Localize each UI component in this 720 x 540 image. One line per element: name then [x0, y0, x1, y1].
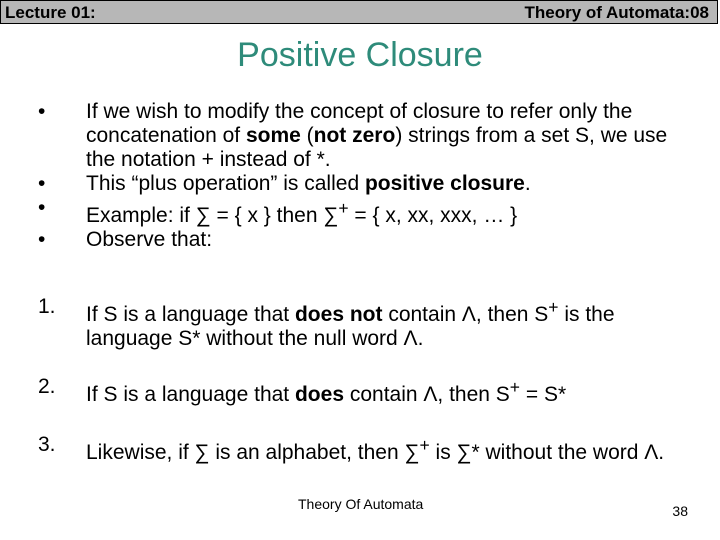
bullet-item: [38, 172, 698, 196]
bullet-bold: positive closure: [364, 172, 525, 195]
item-bold: does not: [294, 303, 383, 326]
bullet-marker: •: [38, 228, 46, 251]
item-text: is ∑* without the word Λ.: [429, 441, 665, 464]
item-number: 2.: [38, 375, 56, 398]
item-text: contain Λ, then S: [344, 383, 510, 406]
bullet-text: Example: if ∑ = { x } then ∑: [86, 204, 339, 227]
item-text: is the language S* without the null word Λ.: [86, 303, 615, 350]
numbered-item-3: [38, 433, 698, 465]
superscript: +: [419, 435, 430, 455]
bullet-text: .: [524, 172, 531, 195]
slide-header: [0, 0, 718, 24]
page-number: 38: [672, 503, 688, 519]
bullet-list: [38, 100, 698, 252]
item-text: Likewise, if ∑ is an alphabet, then ∑: [86, 441, 420, 464]
item-text: If S is a language that: [86, 303, 295, 326]
bullet-item: [38, 228, 698, 252]
item-bold: does: [294, 383, 344, 406]
lecture-label: Lecture 01:: [5, 3, 96, 22]
item-number: 1.: [38, 295, 56, 318]
bullet-marker: •: [38, 196, 46, 219]
numbered-item-2: [38, 375, 698, 407]
superscript: +: [509, 377, 521, 397]
bullet-bold: not zero: [313, 124, 396, 147]
course-label: Theory of Automata:08: [524, 3, 709, 22]
numbered-item-1: [38, 295, 698, 351]
bullet-text: If we wish to modify the concept of closure to refer only the concatenation of: [86, 100, 633, 147]
item-text: = S*: [520, 383, 567, 406]
bullet-text: = { x, xx, xxx, … }: [348, 204, 518, 227]
superscript: +: [548, 297, 559, 317]
bullet-marker: •: [38, 172, 46, 195]
bullet-marker: •: [38, 100, 46, 123]
bullet-text: ) strings from a set S, we use the notation + instead of *.: [86, 124, 668, 171]
footer-title: Theory Of Automata: [298, 496, 424, 512]
bullet-item: [38, 100, 698, 172]
bullet-text: Observe that:: [86, 228, 213, 251]
item-number: 3.: [38, 433, 56, 456]
bullet-text: (: [300, 124, 314, 147]
bullet-item: [38, 196, 698, 228]
bullet-bold: some: [245, 124, 301, 147]
bullet-text: This “plus operation” is called: [86, 172, 365, 195]
item-text: If S is a language that: [86, 383, 295, 406]
superscript: +: [338, 198, 349, 218]
item-text: contain Λ, then S: [382, 303, 549, 326]
slide-title: Positive Closure: [237, 36, 483, 74]
